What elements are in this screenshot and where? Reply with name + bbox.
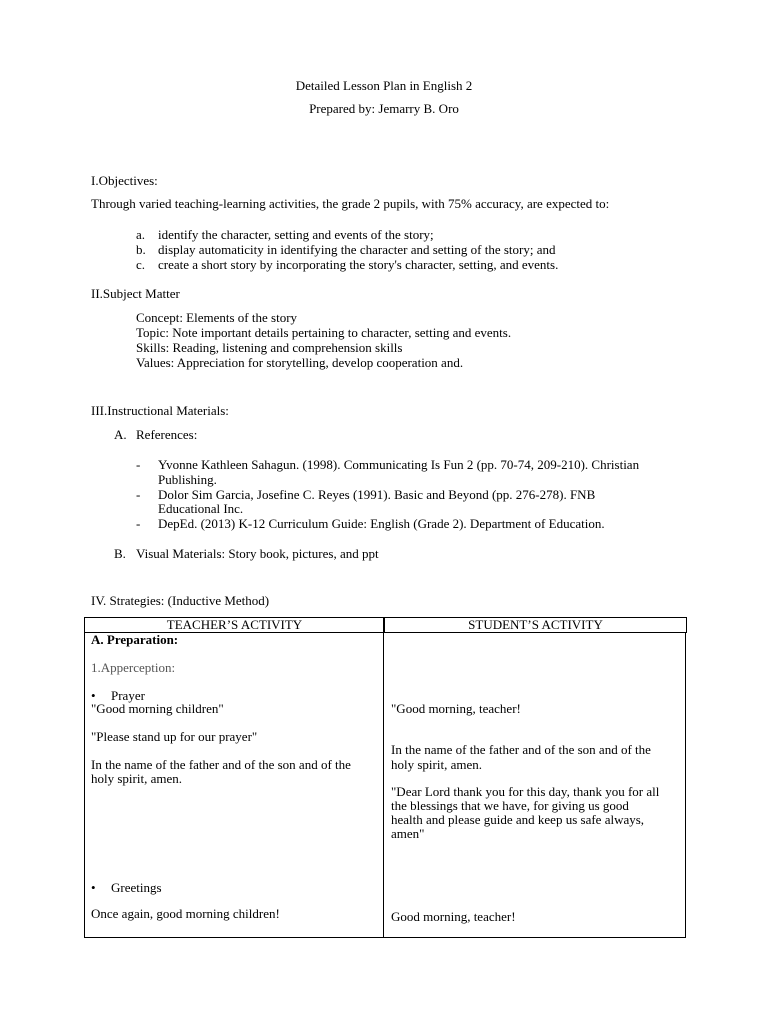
subject-line: Topic: Note important details pertaining to character, setting and events.	[136, 325, 512, 340]
student-line: the blessings that we have, for giving us good	[391, 798, 629, 813]
student-line: In the name of the father and of the son and of the	[391, 742, 651, 757]
subject-line: Concept: Elements of the story	[136, 310, 298, 325]
reference-dash: -	[136, 516, 141, 531]
objective-marker: b.	[136, 242, 146, 257]
bullet-icon: •	[91, 880, 96, 895]
objective-item: create a short story by incorporating the story's character, setting, and events.	[158, 257, 559, 272]
student-line: amen"	[391, 826, 425, 841]
column-divider	[383, 617, 384, 938]
reference-item-cont: Publishing.	[158, 472, 217, 487]
preparation-heading: A. Preparation:	[91, 632, 179, 647]
objective-item: identify the character, setting and events of the story;	[158, 227, 434, 242]
student-line: health and please guide and keep us safe always,	[391, 812, 645, 827]
student-line: "Dear Lord thank you for this day, thank you for all	[391, 784, 660, 799]
student-line: "Good morning, teacher!	[391, 701, 521, 716]
teacher-line: "Good morning children"	[91, 701, 224, 716]
visual-marker: B.	[114, 546, 126, 561]
subject-matter-heading: II.Subject Matter	[91, 286, 180, 301]
reference-item: Yvonne Kathleen Sahagun. (1998). Communicating Is Fun 2 (pp. 70-74, 209-210). Christian	[158, 457, 640, 472]
greetings-label: Greetings	[111, 880, 162, 895]
objective-item: display automaticity in identifying the character and setting of the story; and	[158, 242, 556, 257]
prayer-label: Prayer	[111, 688, 145, 703]
prepared-by: Prepared by: Jemarry B. Oro	[309, 101, 459, 116]
objective-marker: a.	[136, 227, 146, 242]
apperception-label: 1.Apperception:	[91, 660, 176, 675]
bullet-icon: •	[91, 688, 96, 703]
reference-dash: -	[136, 487, 141, 502]
greetings-item	[91, 880, 162, 895]
reference-item: Dolor Sim Garcia, Josefine C. Reyes (1991). Basic and Beyond (pp. 276-278). FNB	[158, 487, 596, 502]
reference-dash: -	[136, 457, 141, 472]
reference-item: DepEd. (2013) K-12 Curriculum Guide: English (Grade 2). Department of Education.	[158, 516, 605, 531]
objectives-heading: I.Objectives:	[91, 173, 158, 188]
teacher-line: holy spirit, amen.	[91, 771, 182, 786]
teacher-line: Once again, good morning children!	[91, 906, 280, 921]
activity-table	[84, 617, 687, 633]
teacher-activity-header: TEACHER’S ACTIVITY	[85, 618, 385, 633]
student-line: Good morning, teacher!	[391, 909, 516, 924]
student-line: holy spirit, amen.	[391, 757, 482, 772]
visual-materials: Visual Materials: Story book, pictures, and ppt	[136, 546, 379, 561]
objectives-intro: Through varied teaching-learning activities, the grade 2 pupils, with 75% accuracy, are expected to:	[91, 196, 610, 211]
references-label: References:	[136, 427, 198, 442]
teacher-line: "Please stand up for our prayer"	[91, 729, 258, 744]
materials-heading: III.Instructional Materials:	[91, 403, 229, 418]
objective-marker: c.	[136, 257, 146, 272]
subject-line: Values: Appreciation for storytelling, develop cooperation and.	[136, 355, 464, 370]
student-activity-header: STUDENT’S ACTIVITY	[385, 618, 687, 633]
document-title: Detailed Lesson Plan in English 2	[295, 78, 473, 93]
reference-item-cont: Educational Inc.	[158, 501, 244, 516]
strategies-heading: IV. Strategies: (Inductive Method)	[91, 593, 270, 608]
subject-line: Skills: Reading, listening and comprehension skills	[136, 340, 403, 355]
references-marker: A.	[114, 427, 127, 442]
teacher-line: In the name of the father and of the son and of the	[91, 757, 351, 772]
